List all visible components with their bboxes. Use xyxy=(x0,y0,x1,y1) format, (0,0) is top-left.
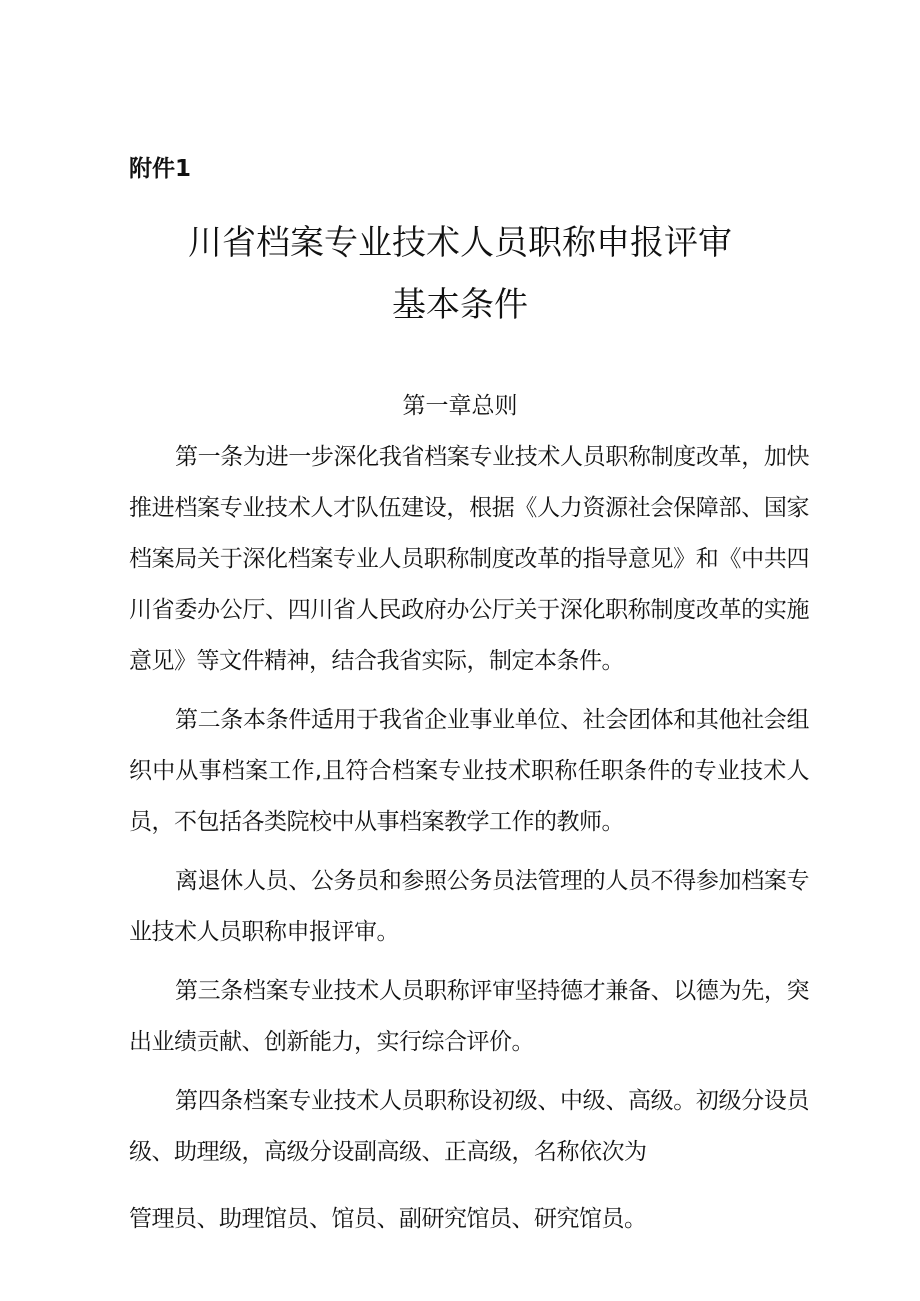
attachment-label: 附件1 xyxy=(129,156,192,182)
article-3-paragraph: 第三条档案专业技术人员职称评审坚持德才兼备、以德为先，突出业绩贡献、创新能力，实行综合评价。 xyxy=(129,978,809,1055)
retiree-exclusion-paragraph: 离退休人员、公务员和参照公务员法管理的人员不得参加档案专业技术人员职称申报评审。 xyxy=(129,868,809,945)
chapter-heading: 第一章总则 xyxy=(402,393,518,419)
document-body xyxy=(129,432,809,1253)
title-names-paragraph: 管理员、助理馆员、馆员、副研究馆员、研究馆员。 xyxy=(129,1206,647,1232)
article-4-paragraph: 第四条档案专业技术人员职称设初级、中级、高级。初级分设员级、助理级，高级分设副高级、正高级，名称依次为 xyxy=(129,1088,809,1165)
article-2-paragraph: 第二条本条件适用于我省企业事业单位、社会团体和其他社会组织中从事档案工作,且符合档案专业技术职称任职条件的专业技术人员，不包括各类院校中从事档案教学工作的教师。 xyxy=(129,707,809,835)
document-title-line-2: 基本条件 xyxy=(392,285,528,325)
article-1-paragraph: 第一条为进一步深化我省档案专业技术人员职称制度改革，加快推进档案专业技术人才队伍建设，根据《人力资源社会保障部、国家档案局关于深化档案专业人员职称制度改革的指导意见》和《中共四川省委办公厅、四川省人民政府办公厅关于深化职称制度改革的实施意见》等文件精神，结合我省实际，制定本条件。 xyxy=(129,444,809,674)
document-title-line-1: 川省档案专业技术人员职称申报评审 xyxy=(188,223,732,263)
